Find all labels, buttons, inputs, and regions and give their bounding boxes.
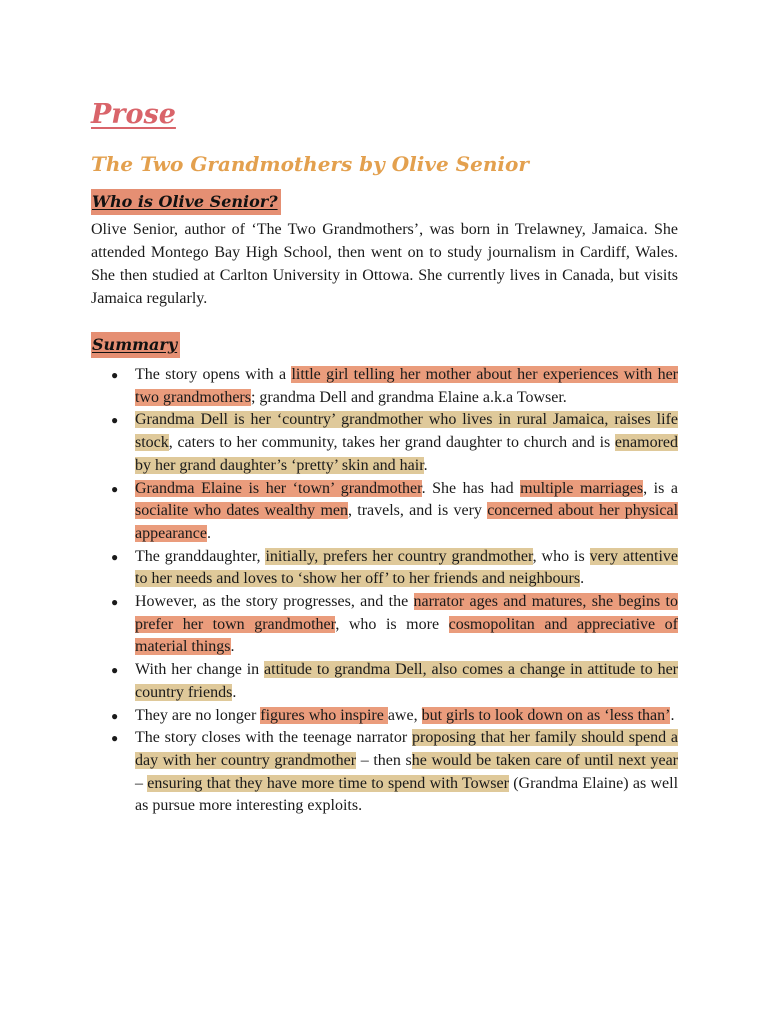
- summary-list-item: [91, 705, 678, 728]
- summary-text: The story opens with a: [135, 366, 292, 383]
- summary-text: .: [670, 706, 675, 724]
- summary-list-item: [91, 364, 678, 409]
- document-page: [91, 95, 678, 818]
- summary-list-item: [91, 659, 678, 704]
- summary-list-item: [91, 409, 678, 477]
- summary-text: (Grandma Elaine) as well as pursue more interesting exploits.: [135, 774, 679, 815]
- summary-text: , is a: [643, 479, 678, 497]
- highlighted-text: he would be taken care of until next year: [411, 751, 678, 769]
- summary-text: , travels, and is very: [348, 502, 488, 520]
- highlighted-text: socialite who dates wealthy men: [135, 502, 348, 520]
- highlighted-text: initially, prefers her country grandmother: [265, 547, 533, 565]
- summary-text: ; grandma Dell and grandma Elaine a.k.a Towser.: [250, 388, 567, 406]
- highlighted-text: narrator ages and matures, she begins to prefer her town grandmother: [135, 593, 679, 633]
- section-heading-about-author: Who is Olive Senior?: [91, 189, 281, 215]
- highlighted-text: attitude to grandma Dell, also comes a change in attitude to her country friends: [135, 661, 679, 701]
- summary-list-item: [91, 546, 678, 591]
- summary-text: The granddaughter,: [135, 547, 266, 565]
- summary-list-item: [91, 591, 678, 659]
- summary-text: .: [230, 638, 235, 656]
- bullet-icon: ●: [111, 368, 119, 382]
- highlighted-text: little girl telling her mother about her experiences with her two grandmothers: [135, 366, 678, 406]
- summary-text: , who is more: [335, 615, 449, 633]
- summary-text: With her change in: [135, 661, 265, 679]
- document-subtitle: The Two Grandmothers by Olive Senior: [91, 152, 529, 176]
- highlighted-text: figures who inspire: [260, 706, 388, 724]
- highlighted-text: multiple marriages: [520, 479, 644, 497]
- highlighted-text: proposing that her family should spend a day with her country grandmother: [135, 729, 679, 769]
- summary-text: .: [580, 570, 585, 588]
- summary-text: awe,: [387, 706, 422, 724]
- summary-text: , caters to her community, takes her grand daughter to church and is: [168, 434, 615, 452]
- highlighted-text: concerned about her physical appearance: [135, 502, 679, 542]
- highlighted-text: Grandma Dell is her ‘country’ grandmother who lives in rural Jamaica, raises life stock: [135, 411, 678, 452]
- summary-text: . She has had: [421, 479, 521, 497]
- summary-text: .: [423, 456, 428, 474]
- highlighted-text: cosmopolitan and appreciative of material things: [135, 615, 679, 656]
- summary-text: .: [232, 683, 237, 701]
- summary-list-item: [91, 727, 678, 818]
- bullet-icon: ●: [111, 663, 119, 678]
- summary-text: – then s: [356, 751, 412, 769]
- bullet-icon: ●: [111, 708, 119, 723]
- highlighted-text: very attentive to her needs and loves to ‘show her off’ to her friends and neighbours: [135, 547, 679, 588]
- bullet-icon: ●: [111, 595, 119, 610]
- summary-text: However, as the story progresses, and the: [135, 593, 414, 611]
- highlighted-text: Grandma Elaine is her ‘town’ grandmother: [135, 479, 422, 497]
- bullet-icon: ●: [111, 481, 119, 496]
- bullet-icon: ●: [111, 731, 119, 746]
- highlighted-text: but girls to look down on as ‘less than’: [421, 706, 671, 724]
- summary-list-item: [91, 478, 678, 546]
- highlighted-text: enamored by her grand daughter’s ‘pretty’ skin and hair: [135, 434, 678, 474]
- section-about-author: [91, 189, 678, 310]
- bullet-icon: ●: [111, 413, 119, 428]
- summary-text: .: [206, 524, 211, 542]
- section-heading-summary: Summary: [91, 332, 180, 358]
- summary-text: , who is: [532, 547, 590, 565]
- summary-list: [91, 364, 678, 818]
- summary-text: –: [135, 774, 148, 792]
- author-bio-paragraph: Olive Senior, author of ‘The Two Grandmothers’, was born in Trelawney, Jamaica. She attended Montego Bay High School, then went on to study journalism in Cardiff, Wales. She then studied at Carlton University in Ottowa. She currently lives in Canada, but visits Jamaica regularly.: [91, 221, 678, 307]
- summary-text: The story closes with the teenage narrator: [135, 729, 412, 747]
- section-summary: [91, 332, 678, 818]
- page-title: Prose: [91, 99, 176, 130]
- bullet-icon: ●: [111, 549, 119, 564]
- highlighted-text: ensuring that they have more time to spend with Towser: [147, 774, 509, 792]
- summary-text: They are no longer: [135, 706, 261, 724]
